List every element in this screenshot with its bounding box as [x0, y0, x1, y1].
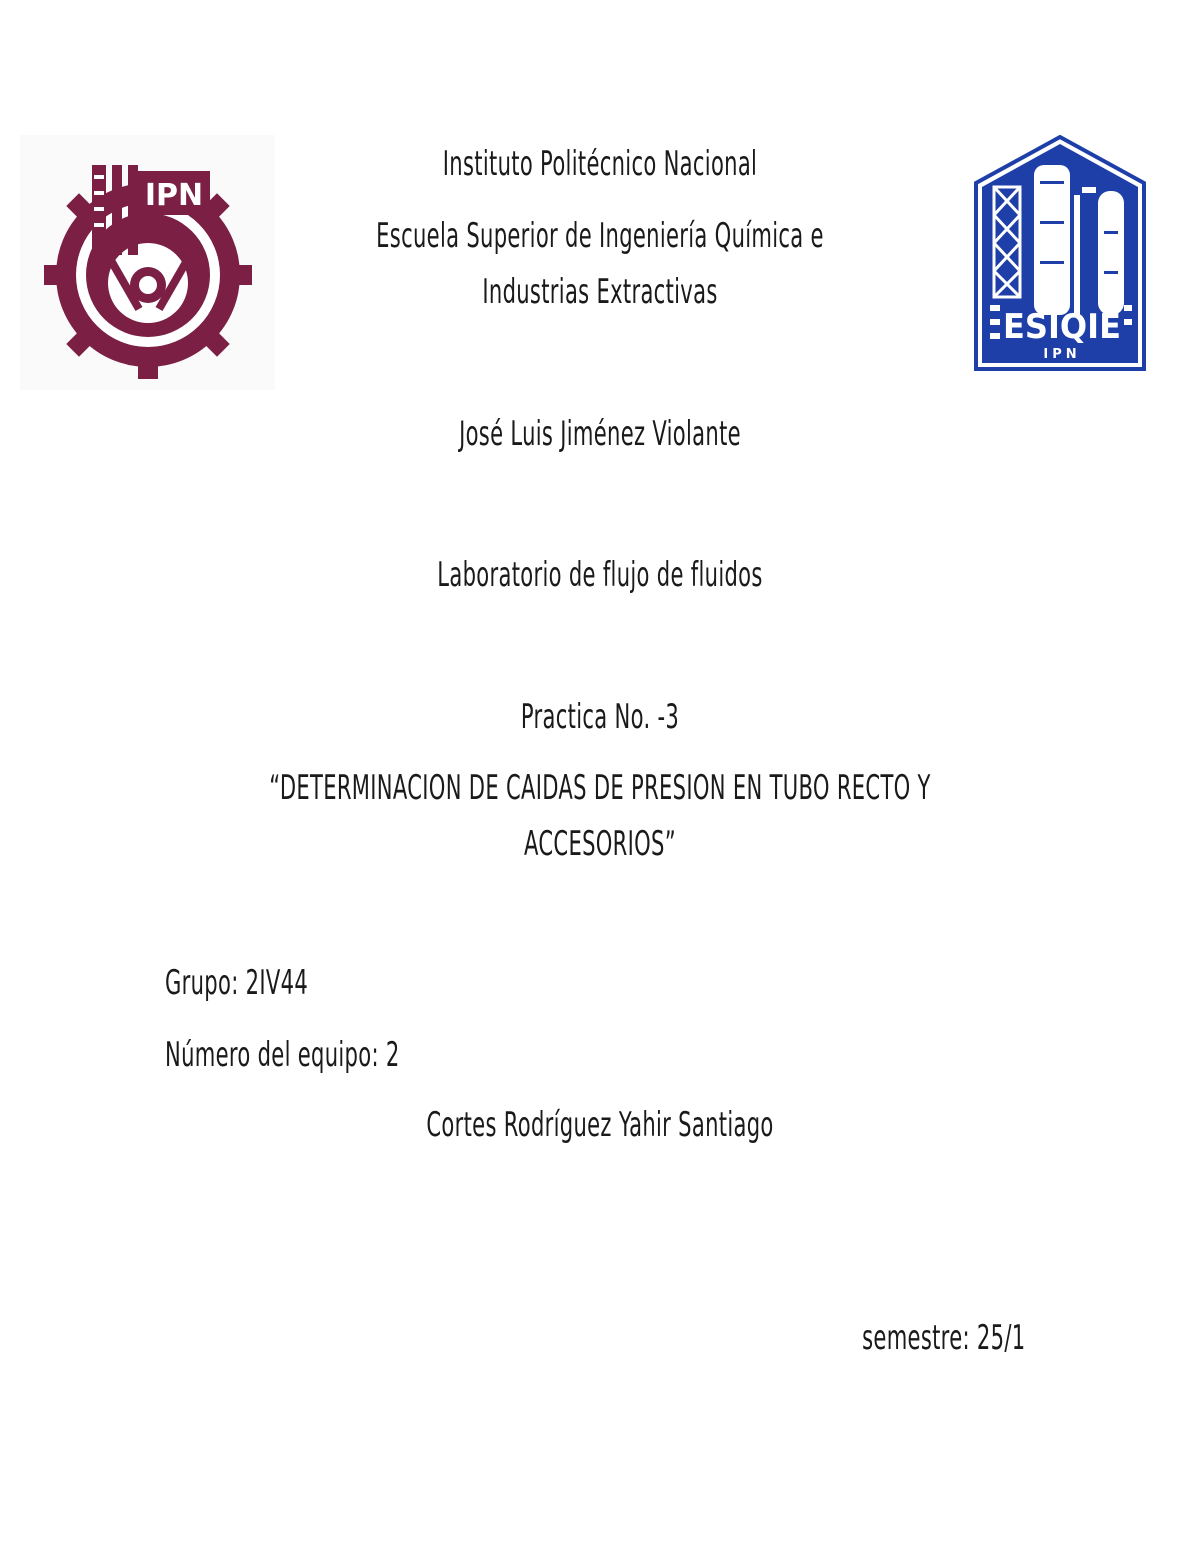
semester: semestre: 25/1: [861, 1318, 1025, 1358]
practice-number: Practica No. -3: [520, 697, 680, 737]
school-name-line2: Industrias Extractivas: [482, 272, 718, 312]
institute-name: Instituto Politécnico Nacional: [442, 144, 758, 184]
course-name: Laboratorio de flujo de fluidos: [437, 555, 763, 595]
esiqie-logo-text: ESIQIE: [1003, 307, 1121, 347]
team-number: Número del equipo: 2: [165, 1035, 400, 1075]
esiqie-logo-subtext: IPN: [1043, 347, 1081, 362]
practice-title-line1: “DETERMINACION DE CAIDAS DE PRESION EN TUBO RECTO Y: [269, 768, 931, 808]
student-name: Cortes Rodríguez Yahir Santiago: [426, 1105, 774, 1145]
ipn-logo-text: IPN: [144, 178, 204, 213]
practice-title-line2: ACCESORIOS”: [524, 824, 676, 864]
esiqie-logo-icon: [972, 135, 1147, 373]
teacher-name: José Luis Jiménez Violante: [459, 414, 741, 454]
school-name-line1: Escuela Superior de Ingeniería Química e: [376, 216, 824, 256]
group-label: Grupo: 2IV44: [165, 963, 309, 1003]
